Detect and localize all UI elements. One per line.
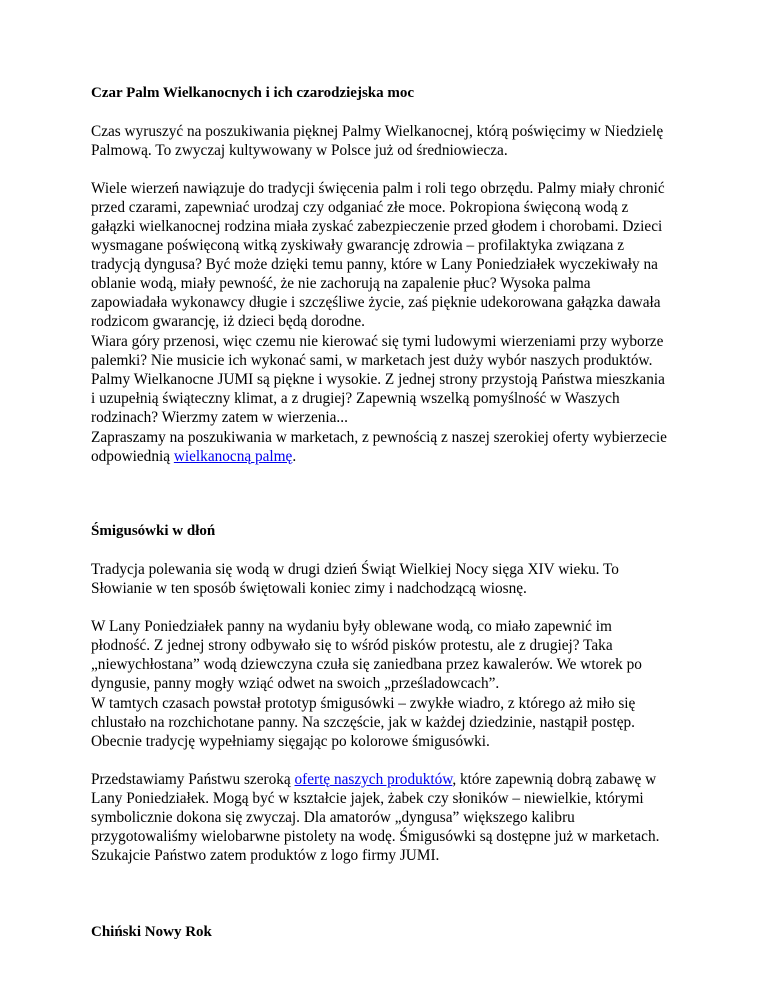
paragraph — [91, 770, 691, 846]
text-line: Wiele wierzeń nawiązuje do tradycji święcenia palm i roli tego obrzędu. Palmy miały chronić — [91, 180, 665, 197]
text-fragment: Przedstawiamy Państwu szeroką — [91, 771, 295, 788]
text-line: Obecnie tradycję wypełniamy sięgając po kolorowe śmigusówki. — [91, 733, 490, 750]
paragraph — [91, 122, 691, 160]
text-line: W tamtych czasach powstał prototyp śmigusówki – zwykłe wiadro, z którego aż miło się — [91, 695, 636, 712]
text-line: Czas wyruszyć na poszukiwania pięknej Palmy Wielkanocnej, którą poświęcimy w Niedzielę — [91, 123, 664, 140]
text-line: przed czarami, zapewniać urodzaj czy odganiać złe moce. Pokropiona święconą wodą z — [91, 199, 629, 216]
text-line: rodzicom gwarancję, iż dzieci będą dorodne. — [91, 313, 365, 330]
text-line: Palmową. To zwyczaj kultywowany w Polsce już od średniowiecza. — [91, 142, 508, 159]
text-line: W Lany Poniedziałek panny na wydaniu były oblewane wodą, co miało zapewnić im — [91, 618, 612, 635]
paragraph — [91, 560, 691, 598]
text-line: Słowianie w ten sposób świętowali koniec zimy i nadchodzącą wiosnę. — [91, 580, 527, 597]
text-line: gałązki wielkanocnej rodzina miała zyskać zabezpieczenie przed głodem i chorobami. Dzieci — [91, 218, 663, 235]
text-line — [91, 447, 691, 466]
text-line: przygotowaliśmy wielobarwne pistolety na wodę. Śmigusówki są dostępne już w marketach. — [91, 828, 660, 845]
text-line: oblanie wodą, miały pewność, że nie zachorują na zapalenie płuc? Wysoka palma — [91, 275, 591, 292]
paragraph — [91, 694, 691, 751]
text-fragment: . — [292, 448, 297, 465]
paragraph — [91, 617, 691, 693]
text-fragment: , które zapewnią dobrą zabawę w — [452, 771, 657, 788]
text-line: „niewychłostana” wodą dziewczyna czuła się zaniedbana przez kawalerów. We wtorek po — [91, 656, 642, 673]
paragraph — [91, 179, 691, 331]
text-line: płodność. Z jednej strony odbywało się to wśród pisków protestu, ale z drugiej? Taka — [91, 637, 613, 654]
text-line: i uzupełnią świąteczny klimat, a z drugiej? Zapewnią wszelką pomyślność w Waszych — [91, 390, 620, 407]
product-offer-link[interactable]: ofertę naszych produktów — [294, 771, 453, 788]
section-heading-smigusowki: Śmigusówki w dłoń — [91, 523, 216, 539]
text-line: symbolicznie dokona się zwyczaj. Dla amatorów „dyngusa” większego kalibru — [91, 809, 575, 826]
easter-palm-link[interactable]: wielkanocną palmę — [173, 448, 293, 465]
section-heading-chinese-new-year: Chiński Nowy Rok — [91, 924, 212, 940]
text-line: dyngusie, panny mogły wziąć odwet na swoich „prześladowcach”. — [91, 675, 500, 692]
text-line: Zapraszamy na poszukiwania w marketach, z pewnością z naszej szerokiej oferty wybierzecie — [91, 429, 667, 446]
text-line: Palmy Wielkanocne JUMI są piękne i wysokie. Z jednej strony przystoją Państwa mieszkania — [91, 371, 665, 388]
text-fragment: odpowiednią — [91, 448, 174, 465]
text-line — [91, 770, 691, 789]
text-line: Wiara góry przenosi, więc czemu nie kierować się tymi ludowymi wierzeniami przy wyborze — [91, 333, 664, 350]
text-line: Szukajcie Państwo zatem produktów z logo firmy JUMI. — [91, 847, 440, 864]
text-line: Lany Poniedziałek. Mogą być w kształcie jajek, żabek czy słoników – niewielkie, którymi — [91, 790, 644, 807]
text-line: wysmagane poświęconą witką zyskiwały gwarancję zdrowia – profilaktyka związana z — [91, 237, 625, 254]
text-line: chlustało na rozchichotane panny. Na szczęście, jak w każdej dziedzinie, nastąpił postęp. — [91, 714, 635, 731]
section-heading-palms: Czar Palm Wielkanocnych i ich czarodziejska moc — [91, 85, 415, 101]
paragraph — [91, 332, 691, 427]
paragraph — [91, 846, 691, 865]
text-line: rodzinach? Wierzmy zatem w wierzenia... — [91, 409, 348, 426]
text-line: palemki? Nie musicie ich wykonać sami, w marketach jest duży wybór naszych produktów. — [91, 352, 653, 369]
text-line: tradycją dyngusa? Być może dzięki temu panny, które w Lany Poniedziałek wyczekiwały na — [91, 256, 658, 273]
paragraph — [91, 428, 691, 466]
text-line: zapowiadała wykonawcy długie i szczęśliwe życie, zaś pięknie udekorowana gałązka dawała — [91, 294, 661, 311]
text-line: Tradycja polewania się wodą w drugi dzień Świąt Wielkiej Nocy sięga XIV wieku. To — [91, 561, 619, 578]
